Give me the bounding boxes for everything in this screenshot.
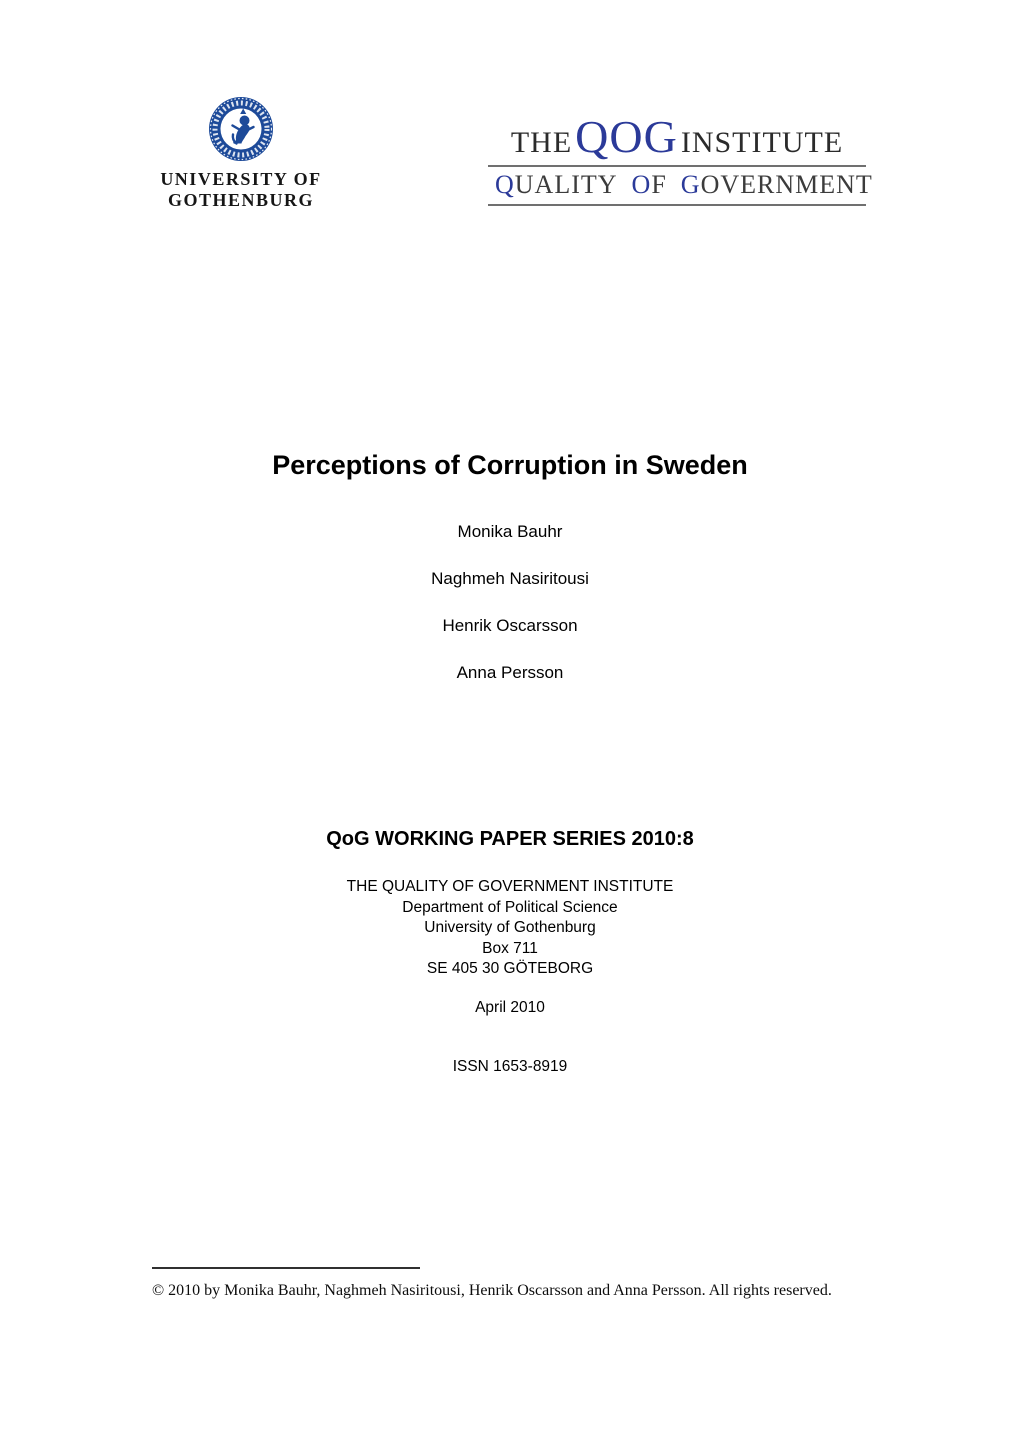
publication-date: April 2010	[475, 998, 545, 1016]
series-block	[0, 828, 1020, 1077]
university-of-gothenburg-logo	[157, 96, 325, 211]
qog-subtitle-word-quality: QUALITY	[495, 170, 618, 199]
university-name-line2: GOTHENBURG	[167, 190, 315, 210]
series-heading: QoG WORKING PAPER SERIES 2010:8	[326, 828, 694, 850]
institute-line: Department of Political Science	[402, 898, 618, 916]
author-name: Naghmeh Nasiritousi	[431, 569, 589, 588]
copyright-notice: © 2010 by Monika Bauhr, Naghmeh Nasiritousi, Henrik Oscarsson and Anna Persson. All rights reserved.	[152, 1282, 832, 1299]
qog-logo-institute: INSTITUTE	[680, 126, 844, 159]
author-list	[0, 522, 1020, 710]
qog-institute-logo	[488, 111, 873, 211]
qog-logo-qog: QOG	[575, 111, 678, 162]
qog-logo-subtitle	[488, 170, 873, 199]
qog-subtitle-word-government: GOVERNMENT	[680, 170, 873, 199]
qog-logo-wordmark	[488, 111, 866, 162]
university-name	[157, 169, 325, 211]
qog-logo-divider-top	[488, 165, 866, 167]
issn-number: ISSN 1653-8919	[452, 1057, 568, 1075]
author-name: Monika Bauhr	[457, 522, 563, 541]
university-seal-icon	[208, 96, 274, 162]
university-name-line1: UNIVERSITY OF	[160, 169, 322, 189]
qog-subtitle-word-of: OF	[631, 170, 667, 199]
author-name: Anna Persson	[456, 663, 564, 682]
footnote-area	[152, 1267, 872, 1300]
institute-line: Box 711	[482, 939, 538, 957]
qog-logo-the: THE	[510, 126, 573, 159]
qog-logo-divider-bottom	[488, 204, 866, 206]
institute-line: University of Gothenburg	[424, 919, 596, 936]
paper-title: Perceptions of Corruption in Sweden	[272, 450, 748, 481]
author-name: Henrik Oscarsson	[442, 616, 578, 635]
footnote-divider	[152, 1267, 420, 1269]
institute-line: SE 405 30 GÖTEBORG	[426, 960, 594, 977]
institute-line: THE QUALITY OF GOVERNMENT INSTITUTE	[346, 878, 674, 895]
